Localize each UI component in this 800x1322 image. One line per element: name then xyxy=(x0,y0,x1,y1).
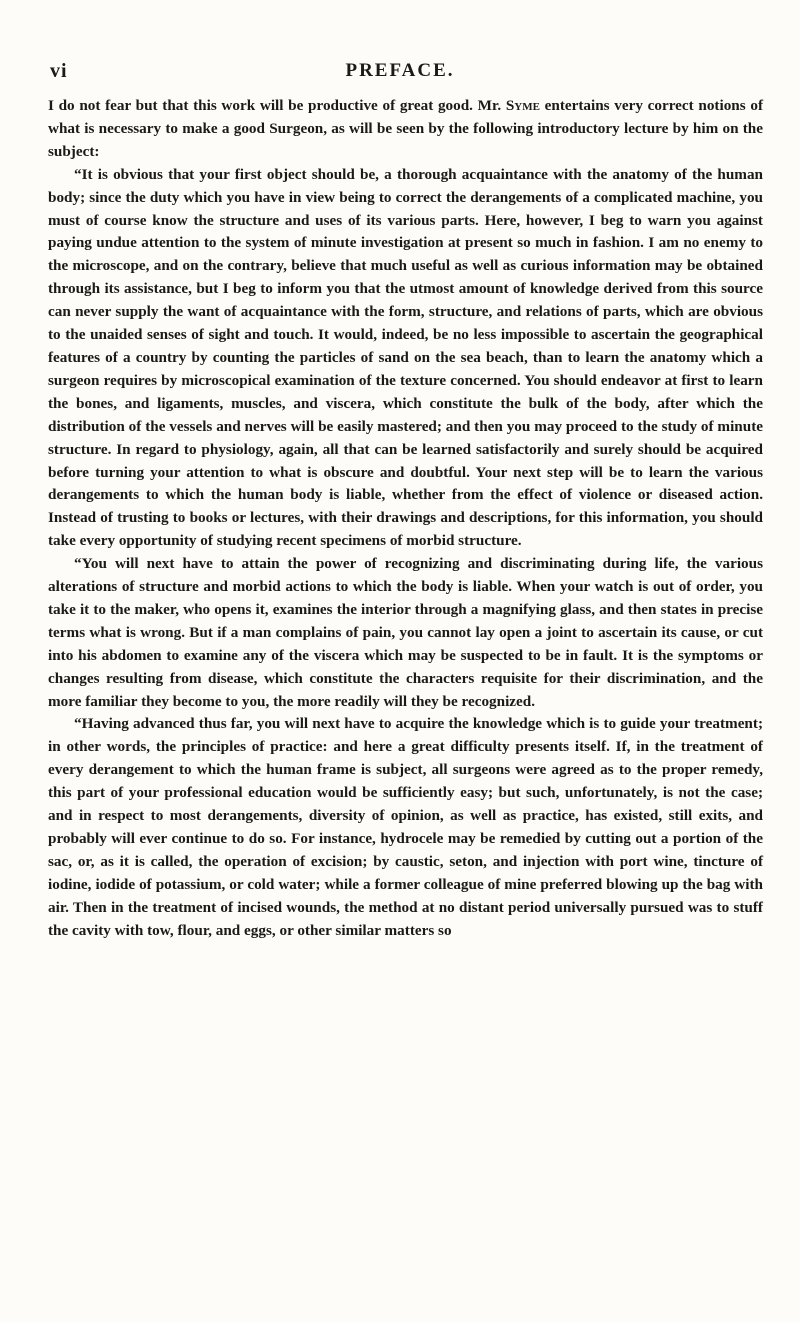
paragraph-intro xyxy=(48,95,763,164)
paragraph-quote-2: “You will next have to attain the power of recognizing and discriminating during life, the various alterations of structure and morbid actions to which the body is liable. When your watch is out of order, you take it to the maker, who opens it, examines the interior through a magnifying glass, and then states in precise terms what is wrong. But if a man complains of pain, you cannot lay open a joint to ascertain its cause, or cut into his abdomen to examine any of the viscera which may be suspected to be in fault. It is the symptoms or changes resulting from disease, which constitute the characters requisite for their discrimination, and the more familiar they become to you, the more readily will they be recognized. xyxy=(48,555,763,710)
paragraph-intro-text: I do not fear but that this work will be productive of great good. Mr. xyxy=(48,97,506,114)
author-name: Syme xyxy=(505,97,540,114)
running-head: PREFACE. xyxy=(345,60,455,81)
page-number: vi xyxy=(50,60,68,82)
paragraph-quote-1: “It is obvious that your first object should be, a thorough acquaintance with the anatomy of the human body; since the duty which you have in view being to correct the derangements of a complicated machine, you must of course know the structure and uses of its various parts. Here, however, I beg to warn you against paying undue attention to the system of minute investigation at present so much in fashion. I am no enemy to the microscope, and on the contrary, believe that much useful as well as curious information may be obtained through its assistance, but I beg to inform you that the utmost amount of knowledge derived from this source can never supply the want of acquaintance with the form, structure, and relations of parts, which are obvious to the unaided senses of sight and touch. It would, indeed, be no less impossible to ascertain the geographical features of a country by counting the particles of sand on the sea beach, than to learn the anatomy which a surgeon requires by microscopical examination of the texture concerned. You should endeavor at first to learn the bones, and ligaments, muscles, and viscera, which constitute the bulk of the body, after which the distribution of the vessels and nerves will be easily mastered; and then you may proceed to the study of minute structure. In regard to physiology, again, all that can be learned satisfactorily and surely should be acquired before turning your attention to what is obscure and doubtful. Your next step will be to learn the various derangements to which the human body is liable, whether from the effect of violence or diseased action. Instead of trusting to books or lectures, with their drawings and descriptions, for this information, you should take every opportunity of studying recent specimens of morbid structure. xyxy=(48,165,763,550)
page-body xyxy=(48,95,763,943)
paragraph-intro-text-cont: entertains very correct notions of what is necessary to make a good Surgeon, as will be seen by the following introductory lecture by him on the subject: xyxy=(48,97,763,160)
paragraph-quote-3: “Having advanced thus far, you will next have to acquire the knowledge which is to guide your treatment; in other words, the principles of practice: and here a great difficulty presents itself. If, in the treatment of every derangement to which the human frame is subject, all surgeons were agreed as to the proper remedy, this part of your professional education would be sufficiently easy; but such, unfortunately, is not the case; and in respect to most derangements, diversity of opinion, as well as practice, has existed, still exits, and probably will ever continue to do so. For instance, hydrocele may be remedied by cutting out a portion of the sac, or, as it is called, the operation of excision; by caustic, seton, and injection with port wine, tincture of iodine, iodide of potassium, or cold water; while a former colleague of mine preferred blowing up the bag with air. Then in the treatment of incised wounds, the method at no distant period universally pursued was to stuff the cavity with tow, flour, and eggs, or other similar matters so xyxy=(48,715,763,939)
